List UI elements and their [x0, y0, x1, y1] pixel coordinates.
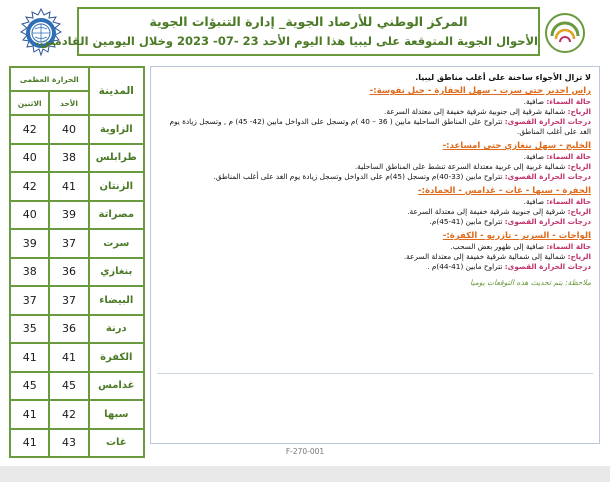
- table-row: [10, 229, 144, 258]
- temp-text: تتراوح مابين (33-40)م وتسجل (45)م على الدواخل وتسجل زيادة يوم الغد على أغلب المناطق.: [213, 172, 503, 181]
- sun-temp-cell: 41: [49, 172, 88, 201]
- day2-header: الاثنين: [10, 91, 49, 115]
- city-column-header: المدينة: [89, 67, 144, 115]
- forecast-region: [159, 141, 591, 182]
- document-code: F-270-001: [285, 447, 325, 456]
- city-cell: الزنتان: [89, 172, 144, 201]
- city-cell: مصراتة: [89, 201, 144, 230]
- table-row: [10, 201, 144, 230]
- mon-temp-cell: 38: [10, 258, 49, 287]
- forecast-panel: [150, 66, 600, 444]
- temp-text: تتراوح مابين (41-45)م.: [429, 217, 503, 226]
- city-cell: غات: [89, 429, 144, 458]
- wind-label: الرياح:: [567, 107, 591, 116]
- region-title: الجفرة - سبها - غات - غدامس - الحمادة:-: [418, 186, 591, 196]
- city-cell: غدامس: [89, 372, 144, 401]
- mon-temp-cell: 42: [10, 115, 49, 144]
- mon-temp-cell: 39: [10, 229, 49, 258]
- sky-label: حالة السماء:: [546, 97, 591, 106]
- table-row: [10, 286, 144, 315]
- wmo-emblem-icon: [16, 8, 66, 58]
- sky-text: صافية.: [523, 152, 545, 161]
- sun-temp-cell: 37: [49, 229, 88, 258]
- table-row: [10, 115, 144, 144]
- wind-text: شمالية غربية إلى غربية معتدلة السرعة تنشط على المناطق الساحلية.: [354, 162, 566, 171]
- temp-label: درجات الحرارة القصوى:: [504, 217, 591, 226]
- sun-temp-cell: 41: [49, 343, 88, 372]
- sun-temp-cell: 43: [49, 429, 88, 458]
- sky-label: حالة السماء:: [546, 197, 591, 206]
- table-row: [10, 258, 144, 287]
- mon-temp-cell: 45: [10, 372, 49, 401]
- sun-temp-cell: 38: [49, 144, 88, 173]
- forecast-region: [159, 86, 591, 137]
- mon-temp-cell: 41: [10, 429, 49, 458]
- region-title: الواحات - السرير - تازربو - الكفرة:-: [442, 231, 591, 241]
- temp-text: تتراوح مابين (41-44)م .: [427, 262, 503, 271]
- table-row: [10, 343, 144, 372]
- sun-temp-cell: 45: [49, 372, 88, 401]
- max-temp-header: الحرارة العظمى: [10, 67, 89, 91]
- temp-label: درجات الحرارة القصوى:: [504, 262, 591, 271]
- mon-temp-cell: 40: [10, 144, 49, 173]
- header-subtitle: الأحوال الجوية المتوقعة على ليبيا هذا اليوم الأحد 23 -07- 2023 وخلال اليومين القادمين.: [35, 34, 538, 48]
- sky-text: صافية.: [523, 97, 545, 106]
- city-cell: البيضاء: [89, 286, 144, 315]
- sky-text: صافية إلى ظهور بعض السحب.: [450, 242, 545, 251]
- met-center-logo-icon: [544, 12, 586, 54]
- sun-temp-cell: 40: [49, 115, 88, 144]
- mon-temp-cell: 37: [10, 286, 49, 315]
- sun-temp-cell: 37: [49, 286, 88, 315]
- temp-label: درجات الحرارة القصوى:: [504, 172, 591, 181]
- viewer-bottom-strip: [0, 466, 610, 482]
- mon-temp-cell: 35: [10, 315, 49, 344]
- wind-text: شمالية إلى شمالية شرقية خفيفة إلى معتدلة السرعة.: [403, 252, 566, 261]
- city-cell: سرت: [89, 229, 144, 258]
- sun-temp-cell: 36: [49, 315, 88, 344]
- city-cell: بنغازي: [89, 258, 144, 287]
- wind-label: الرياح:: [567, 252, 591, 261]
- city-cell: الزاوية: [89, 115, 144, 144]
- panel-divider: [157, 373, 593, 374]
- wind-label: الرياح:: [567, 207, 591, 216]
- temp-text: تتراوح على المناطق الساحلية مابين ( 36 – 40 )م وتسجل على الدواخل مابين (42- 45) م , وتسجل زيادة يوم الغد على أغلب المناطق.: [169, 117, 591, 136]
- table-row: [10, 144, 144, 173]
- sky-label: حالة السماء:: [546, 152, 591, 161]
- sun-temp-cell: 42: [49, 400, 88, 429]
- day1-header: الأحد: [49, 91, 88, 115]
- sky-text: صافية.: [523, 197, 545, 206]
- region-title: راس اجدير حتى سرت - سهل الجفارة - جبل نفوسة:-: [369, 86, 591, 96]
- city-cell: طرابلس: [89, 144, 144, 173]
- header-title: المركز الوطني للأرصاد الجوية_ إدارة التنبؤات الجوية: [149, 14, 468, 29]
- table-row: [10, 315, 144, 344]
- mon-temp-cell: 40: [10, 201, 49, 230]
- forecast-region: [159, 186, 591, 227]
- mon-temp-cell: 41: [10, 400, 49, 429]
- forecast-region: [159, 231, 591, 272]
- wind-text: شمالية شرقية إلى جنوبية شرقية خفيفة إلى معتدلة السرعة.: [384, 107, 566, 116]
- wind-label: الرياح:: [567, 162, 591, 171]
- temperature-table: [9, 66, 145, 458]
- city-cell: درنة: [89, 315, 144, 344]
- temp-label: درجات الحرارة القصوى:: [504, 117, 591, 126]
- table-row: [10, 372, 144, 401]
- region-title: الخليج - سهل بنغازي حتى امساعد:-: [442, 141, 591, 151]
- forecast-intro: لا تزال الأجواء ساخنة على أغلب مناطق ليبيا.: [415, 73, 591, 82]
- wind-text: شرقية إلى جنوبية شرقية خفيفة إلى معتدلة السرعة.: [407, 207, 566, 216]
- sun-temp-cell: 36: [49, 258, 88, 287]
- sun-temp-cell: 39: [49, 201, 88, 230]
- table-row: [10, 172, 144, 201]
- city-cell: سبها: [89, 400, 144, 429]
- city-cell: الكفرة: [89, 343, 144, 372]
- bulletin-header: [35, 7, 540, 56]
- table-row: [10, 400, 144, 429]
- update-note: ملاحظة: يتم تحديث هذه التوقعات يوميا: [470, 278, 591, 287]
- sky-label: حالة السماء:: [546, 242, 591, 251]
- mon-temp-cell: 41: [10, 343, 49, 372]
- mon-temp-cell: 42: [10, 172, 49, 201]
